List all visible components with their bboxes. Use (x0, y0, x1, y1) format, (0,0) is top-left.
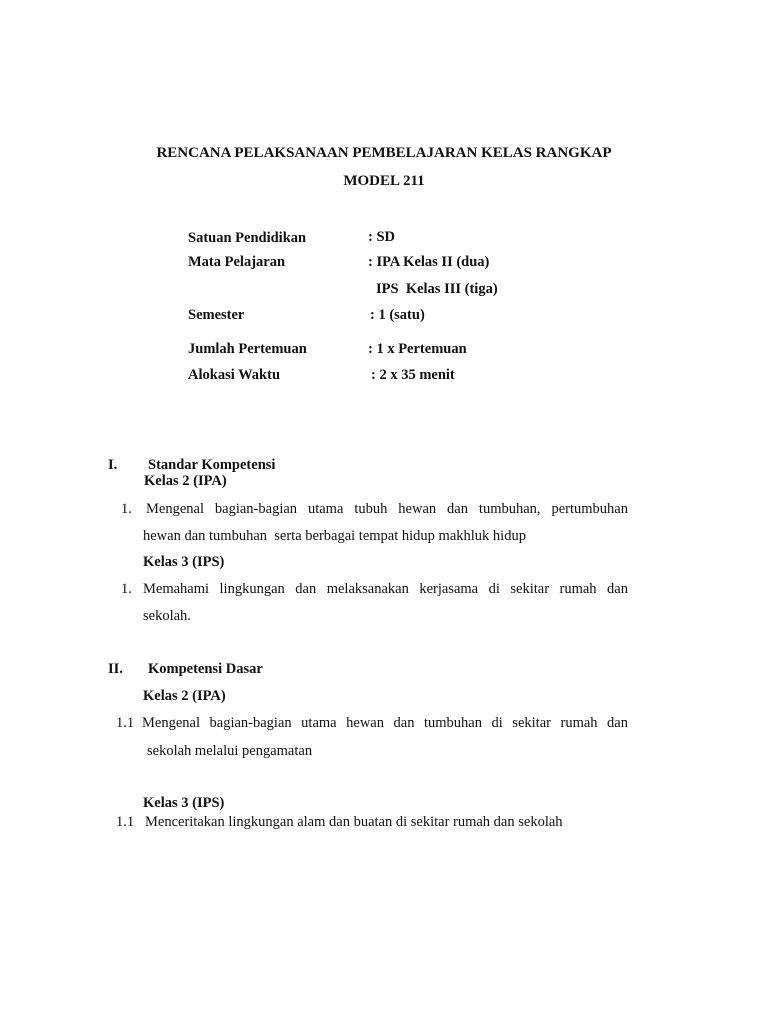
identity-value: : SD (368, 229, 395, 245)
section-heading: Kompetensi Dasar (148, 661, 263, 677)
identity-label: Satuan Pendidikan (188, 230, 307, 246)
item-text-line: Menceritakan lingkungan alam dan buatan di sekitar rumah dan sekolah (145, 814, 563, 830)
kelas-heading: Kelas 2 (IPA) (144, 473, 227, 489)
item-number: 1. (121, 501, 132, 517)
item-text-line: sekolah melalui pengamatan (147, 743, 313, 759)
section-numeral: I. (108, 457, 118, 473)
item-number: 1.1 (116, 715, 135, 731)
kelas-heading: Kelas 2 (IPA) (143, 688, 226, 704)
kelas-heading: Kelas 3 (IPS) (143, 554, 225, 570)
item-text-line: Mengenal bagian-bagian utama tubuh hewan dan tumbuhan, pertumbuhan (146, 501, 628, 517)
identity-value: : 1 (satu) (370, 307, 425, 323)
identity-label: Jumlah Pertemuan (188, 341, 307, 357)
identity-label: Mata Pelajaran (188, 254, 286, 270)
item-text-line: Mengenal bagian-bagian utama hewan dan tumbuhan di sekitar rumah dan (142, 715, 628, 731)
identity-value: : 2 x 35 menit (371, 367, 455, 383)
identity-label: Alokasi Waktu (188, 367, 281, 383)
section-heading: Standar Kompetensi (148, 457, 276, 473)
identity-value: : IPA Kelas II (dua) (368, 254, 490, 270)
item-text-line: Memahami lingkungan dan melaksanakan kerjasama di sekitar rumah dan (143, 581, 628, 597)
item-number: 1. (121, 581, 132, 597)
doc-subtitle: MODEL 211 (343, 173, 425, 189)
doc-title: RENCANA PELAKSANAAN PEMBELAJARAN KELAS RANGKAP (156, 145, 612, 161)
section-numeral: II. (108, 661, 123, 677)
identity-value: IPS Kelas III (tiga) (376, 281, 498, 297)
identity-value: : 1 x Pertemuan (368, 341, 467, 357)
item-text-line: hewan dan tumbuhan serta berbagai tempat hidup makhluk hidup (143, 528, 526, 544)
kelas-heading: Kelas 3 (IPS) (143, 795, 225, 811)
identity-label: Semester (188, 307, 245, 323)
item-text-line: sekolah. (143, 608, 191, 624)
item-number: 1.1 (116, 814, 135, 830)
